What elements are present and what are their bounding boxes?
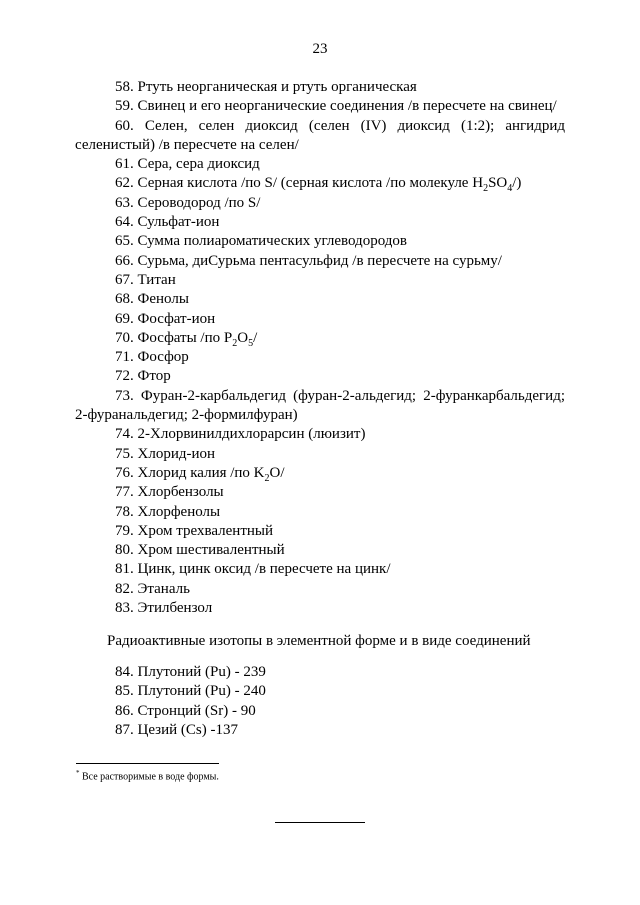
item-text: Фосфаты /по P: [137, 329, 233, 346]
item-text: Хром трехвалентный: [137, 522, 274, 539]
item-text: Титан: [137, 271, 176, 288]
item-text: /): [512, 175, 522, 192]
item-text: Цезий (Cs) -137: [137, 721, 238, 738]
subscript: 4: [507, 183, 513, 195]
item-text: Хлорид калия /по K: [137, 464, 265, 481]
item-text: Фуран-2-карбальдегид (фуран-2-альдегид; 2-фуранкарбальдегид; 2-фуранальдегид; 2-формилфуран): [75, 387, 565, 424]
item-text: Селен, селен диоксид (селен (IV) диоксид (1:2); ангидрид селенистый) /в пересчете на селен/: [75, 117, 565, 153]
item-number: 79.: [115, 522, 134, 539]
footnote-marker: *: [76, 769, 80, 777]
list-item: [75, 213, 565, 232]
item-number: 74.: [115, 426, 134, 443]
item-number: 76.: [115, 464, 134, 481]
item-text: Этаналь: [137, 580, 190, 597]
item-number: 86.: [115, 702, 134, 719]
item-text: Сумма полиароматических углеводородов: [137, 233, 407, 250]
list-item: [75, 541, 565, 560]
item-number: 70.: [115, 329, 134, 346]
list-item: [75, 464, 565, 483]
list-item: [75, 445, 565, 464]
list-item: [75, 503, 565, 522]
item-number: 66.: [115, 252, 134, 269]
footnote-text: Все растворимые в воде формы.: [82, 771, 219, 783]
item-number: 75.: [115, 445, 134, 462]
item-number: 61.: [115, 156, 134, 173]
list-item: [75, 97, 565, 116]
end-divider: [275, 822, 365, 823]
list-item: [75, 522, 565, 541]
item-number: 64.: [115, 214, 134, 231]
list-item: [75, 425, 565, 444]
item-number: 83.: [115, 600, 134, 617]
item-number: 78.: [115, 503, 134, 520]
list-item: [75, 483, 565, 502]
list-item: [75, 174, 565, 193]
page-number: 23: [312, 41, 328, 57]
item-number: 63.: [115, 194, 134, 211]
list-item: [75, 721, 565, 740]
item-number: 81.: [115, 561, 134, 578]
footnote: [76, 767, 219, 783]
item-text: O/: [269, 464, 285, 481]
item-text: Ртуть неорганическая и ртуть органическая: [137, 79, 417, 95]
item-text: Фосфат-ион: [137, 310, 216, 327]
list-item: [75, 599, 565, 618]
list-item: [75, 329, 565, 348]
item-text: Хлорид-ион: [137, 445, 216, 462]
item-number: 71.: [115, 349, 134, 366]
list-item: [75, 367, 565, 386]
item-text: Плутоний (Pu) - 240: [137, 683, 266, 700]
list-item: [75, 194, 565, 213]
item-number: 68.: [115, 291, 134, 308]
item-text: Сероводород /по S/: [137, 194, 261, 211]
subscript: 2: [264, 472, 270, 484]
item-number: 59.: [115, 98, 134, 115]
item-number: 62.: [115, 175, 134, 192]
list-item: [75, 682, 565, 701]
subscript: 5: [248, 337, 254, 349]
item-number: 80.: [115, 542, 134, 559]
list-item: [75, 580, 565, 599]
section-heading: Радиоактивные изотопы в элементной форме и в виде соединений: [107, 633, 531, 649]
item-number: 73.: [115, 387, 134, 404]
item-number: 77.: [115, 484, 134, 501]
item-number: 69.: [115, 310, 134, 327]
item-text: SO: [488, 175, 508, 192]
item-number: 84.: [115, 664, 134, 680]
item-text: Свинец и его неорганические соединения /в пересчете на свинец/: [137, 98, 557, 115]
list-item: [75, 348, 565, 367]
item-number: 72.: [115, 368, 134, 385]
list-item: [75, 252, 565, 271]
item-text: Хлорфенолы: [137, 503, 221, 520]
item-number: 87.: [115, 721, 134, 738]
list-item: [75, 232, 565, 251]
item-number: 65.: [115, 233, 134, 250]
list-item: [75, 663, 565, 682]
list-item: [75, 310, 565, 329]
list-item: [75, 290, 565, 309]
item-text: Фтор: [137, 368, 171, 385]
item-number: 85.: [115, 683, 134, 700]
item-number: 58.: [115, 79, 134, 95]
item-text: Хлорбензолы: [137, 484, 224, 501]
item-text: Сера, сера диоксид: [137, 156, 260, 173]
item-number: 67.: [115, 271, 134, 288]
item-text: Этилбензол: [137, 600, 213, 617]
list-item: [75, 387, 565, 426]
item-text: 2-Хлорвинилдихлорарсин (люизит): [137, 426, 366, 443]
list-item: [75, 155, 565, 174]
list-item: [75, 117, 565, 156]
item-text: Сурьма, диСурьма пентасульфид /в пересчете на сурьму/: [137, 252, 502, 269]
list-item: [75, 560, 565, 579]
item-text: Серная кислота /по S/ (серная кислота /по молекуле H: [137, 175, 484, 192]
substance-list: [75, 78, 565, 618]
item-text: Стронций (Sr) - 90: [137, 702, 256, 719]
item-text: /: [253, 329, 258, 346]
subscript: 2: [483, 183, 489, 195]
item-text: Фосфор: [137, 349, 189, 366]
isotope-list: [75, 663, 565, 740]
list-item: [75, 271, 565, 290]
list-item: [75, 702, 565, 721]
item-number: 60.: [115, 117, 134, 134]
item-text: Сульфат-ион: [137, 214, 220, 231]
item-text: O: [237, 329, 249, 346]
item-text: Фенолы: [137, 291, 189, 308]
item-text: Хром шестивалентный: [137, 542, 285, 559]
item-text: Плутоний (Pu) - 239: [137, 664, 266, 680]
item-number: 82.: [115, 580, 134, 597]
subscript: 2: [232, 337, 238, 349]
list-item: [75, 78, 565, 97]
item-text: Цинк, цинк оксид /в пересчете на цинк/: [137, 561, 391, 578]
footnote-divider: [76, 763, 219, 764]
